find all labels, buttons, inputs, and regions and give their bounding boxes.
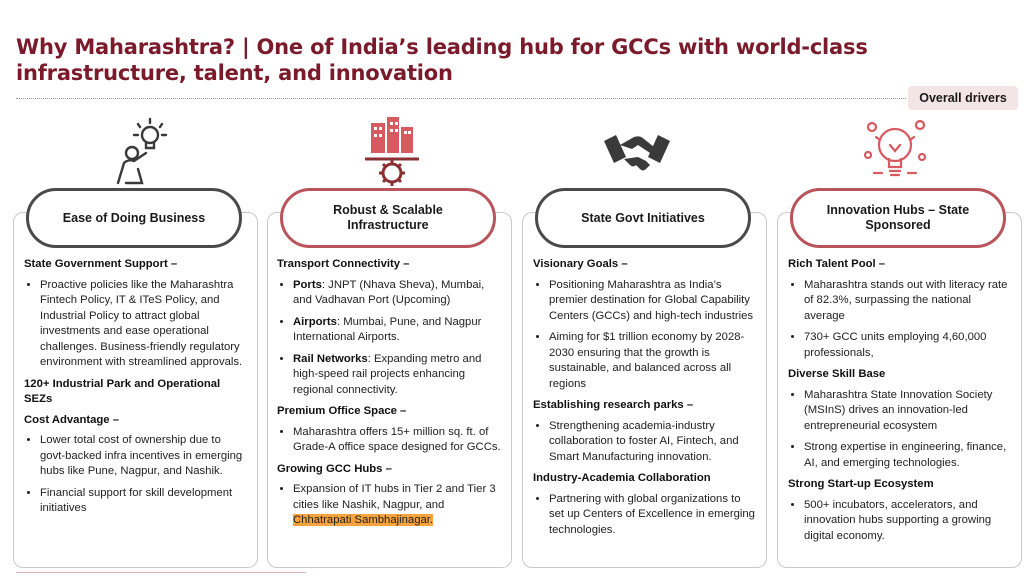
- bulb-innovation-icon: [860, 115, 930, 187]
- card-content-infrastructure: [277, 257, 502, 535]
- card-content-innovation: [788, 257, 1012, 550]
- list-item: • 730+ GCC units employing 4,60,000 professionals,: [804, 330, 1012, 361]
- idea-person-icon: [112, 115, 182, 187]
- section-heading: Diverse Skill Base: [788, 368, 886, 380]
- section-heading: Rich Talent Pool –: [788, 258, 886, 270]
- list-item: • Maharashtra stands out with literacy rate of 82.3%, surpassing the national average: [804, 278, 1012, 325]
- list-item: • Maharashtra State Innovation Society (MSInS) drives an innovation-led entrepreneurial ecosystem: [804, 388, 1012, 435]
- list-item: • Ports: JNPT (Nhava Sheva), Mumbai, and Vadhavan Port (Upcoming): [293, 278, 502, 309]
- city-gear-icon: [357, 115, 427, 187]
- overall-drivers-badge: Overall drivers: [908, 86, 1018, 110]
- list-item: • Partnering with global organizations to set up Centers of Excellence in emerging technologies.: [549, 492, 757, 539]
- title-divider: [16, 98, 906, 99]
- section-heading: State Government Support –: [24, 258, 178, 270]
- section-heading: Visionary Goals –: [533, 258, 628, 270]
- card-title-infrastructure: Robust & Scalable Infrastructure: [280, 188, 496, 248]
- section-heading: Growing GCC Hubs –: [277, 462, 392, 475]
- card-title-innovation: Innovation Hubs – State Sponsored: [790, 188, 1006, 248]
- list-item: • Maharashtra offers 15+ million sq. ft. of Grade-A office space designed for GCCs.: [293, 425, 502, 456]
- page-title: Why Maharashtra? | One of India’s leading hub for GCCs with world-class infrastructure, talent, and innovation: [16, 35, 868, 85]
- card-title-ease: Ease of Doing Business: [26, 188, 242, 248]
- list-item: • Airports: Mumbai, Pune, and Nagpur International Airports.: [293, 315, 502, 346]
- list-item: • 500+ incubators, accelerators, and innovation hubs supporting a growing digital economy.: [804, 498, 1012, 545]
- card-content-state-govt: [533, 257, 757, 544]
- list-item: • Strong expertise in engineering, finance, AI, and emerging technologies.: [804, 440, 1012, 471]
- section-heading: Transport Connectivity –: [277, 258, 410, 270]
- card-title-state-govt: State Govt Initiatives: [535, 188, 751, 248]
- section-heading: Industry-Academia Collaboration: [533, 472, 711, 484]
- section-heading: 120+ Industrial Park and Operational SEZs: [24, 377, 221, 405]
- highlighted-text: Chhatrapati Sambhajinagar.: [293, 514, 434, 526]
- list-item: • Financial support for skill development initiatives: [40, 486, 246, 517]
- list-item: • Expansion of IT hubs in Tier 2 and Tier 3 cities like Nashik, Nagpur, and Chhatrapati Sambhajinagar.: [293, 482, 502, 529]
- section-heading: Strong Start-up Ecosystem: [788, 478, 934, 490]
- handshake-icon: [602, 115, 672, 187]
- list-item: • Strengthening academia-industry collaboration to foster AI, Fintech, and Smart Manufacturing innovation.: [549, 419, 757, 466]
- section-heading: Establishing research parks –: [533, 399, 694, 411]
- section-heading: Premium Office Space –: [277, 405, 407, 417]
- list-item: • Proactive policies like the Maharashtra Fintech Policy, IT & ITeS Policy, and Industrial Policy to attract global investments and ease operational challenges. Business-friendly regulatory environment with streamlined approvals.: [40, 278, 246, 371]
- list-item: • Lower total cost of ownership due to govt-backed infra incentives in emerging hubs like Pune, Nagpur, and Nashik.: [40, 433, 246, 480]
- list-item: • Positioning Maharashtra as India’s premier destination for Global Capability Centers (GCCs) and high-tech industries: [549, 278, 757, 325]
- card-content-ease: [24, 257, 246, 523]
- footer-rule: [16, 572, 306, 573]
- section-heading: Cost Advantage –: [24, 413, 119, 426]
- list-item: • Aiming for $1 trillion economy by 2028-2030 ensuring that the growth is sustainable, and balanced across all regions: [549, 330, 757, 392]
- list-item: • Rail Networks: Expanding metro and high-speed rail projects enhancing regional connectivity.: [293, 352, 502, 399]
